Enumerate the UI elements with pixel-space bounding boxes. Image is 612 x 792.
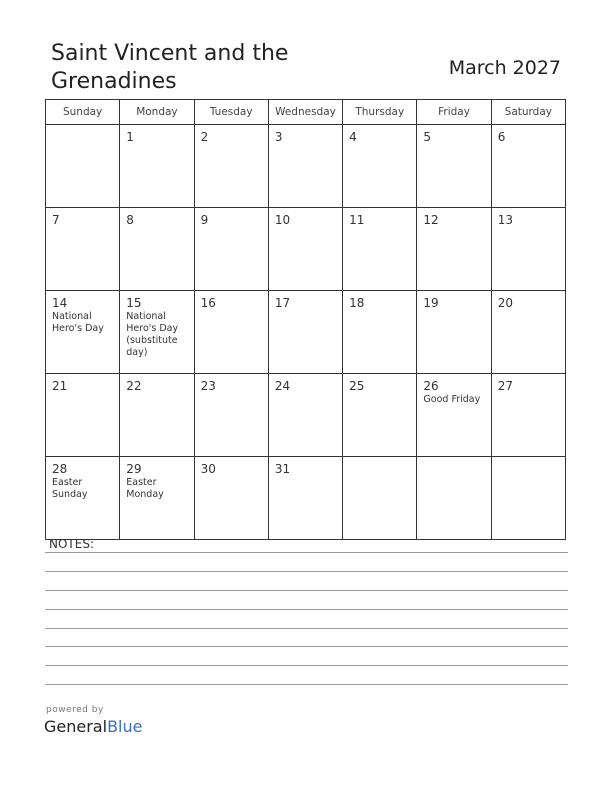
calendar-week-row (46, 125, 566, 208)
calendar-day-cell (417, 374, 491, 457)
calendar-day-cell (491, 125, 565, 208)
holiday-label: Easter Monday (126, 477, 164, 500)
calendar-day-cell (46, 457, 120, 540)
calendar-day-cell (268, 208, 342, 291)
note-line (45, 552, 568, 553)
brand-general: General (44, 717, 108, 736)
day-number: 31 (274, 462, 291, 476)
day-number: 28 (52, 462, 68, 476)
day-number: 7 (52, 213, 60, 227)
day-number: 20 (497, 296, 513, 310)
brand-blue: Blue (107, 717, 143, 736)
day-number: 8 (126, 213, 134, 227)
day-number: 9 (200, 213, 209, 227)
calendar-day-cell (46, 291, 120, 374)
holiday-label: National Hero's Day (substitute day) (126, 311, 179, 358)
day-number: 23 (200, 379, 216, 393)
calendar-day-cell (194, 125, 268, 208)
note-line (45, 665, 568, 666)
calendar-day-cell (491, 457, 565, 540)
note-line (45, 590, 568, 591)
calendar-day-cell (194, 457, 268, 540)
calendar-grid (45, 99, 566, 540)
note-line (45, 684, 568, 685)
calendar-day-cell (120, 457, 194, 540)
day-number: 19 (423, 296, 439, 310)
calendar-day-cell (491, 208, 565, 291)
weekday-wednesday: Wednesday (268, 100, 342, 125)
calendar-day-cell (491, 291, 565, 374)
note-line (45, 646, 568, 647)
calendar-day-cell (417, 208, 491, 291)
calendar-day-cell (46, 374, 120, 457)
calendar-day-cell (491, 374, 565, 457)
day-number: 27 (497, 379, 513, 393)
day-number: 30 (200, 462, 216, 476)
day-number: 3 (274, 130, 283, 144)
calendar-day-cell (46, 208, 120, 291)
calendar-day-cell (268, 374, 342, 457)
day-number: 12 (423, 213, 439, 227)
calendar-week-row (46, 291, 566, 374)
weekday-header-row (46, 100, 566, 125)
calendar-day-cell (343, 291, 417, 374)
day-number: 11 (349, 213, 365, 227)
day-number: 22 (126, 379, 142, 393)
weekday-monday: Monday (120, 100, 194, 125)
notes-label: NOTES: (49, 537, 94, 551)
day-number: 16 (200, 296, 216, 310)
calendar-week-row (46, 374, 566, 457)
calendar-day-cell (194, 374, 268, 457)
holiday-label: National Hero's Day (52, 311, 104, 334)
day-number: 5 (423, 130, 432, 144)
calendar-day-cell (268, 291, 342, 374)
weekday-saturday: Saturday (491, 100, 565, 125)
powered-by-text: powered by (46, 705, 104, 715)
calendar-day-cell (194, 208, 268, 291)
day-number: 2 (200, 130, 209, 144)
day-number: 18 (349, 296, 365, 310)
day-number: 21 (52, 379, 68, 393)
calendar-day-cell (120, 374, 194, 457)
day-number: 1 (126, 130, 134, 144)
day-number: 26 (423, 379, 439, 393)
day-number: 14 (52, 296, 68, 310)
calendar-day-cell (417, 125, 491, 208)
calendar-day-cell (46, 125, 120, 208)
calendar-day-cell (417, 457, 491, 540)
day-number: 29 (126, 462, 142, 476)
weekday-sunday: Sunday (46, 100, 120, 125)
holiday-label: Good Friday (423, 394, 481, 405)
calendar-day-cell (194, 291, 268, 374)
calendar-week-row (46, 457, 566, 540)
day-number: 25 (349, 379, 365, 393)
generalblue-logo (44, 717, 142, 736)
day-number: 13 (497, 213, 513, 227)
weekday-thursday: Thursday (343, 100, 417, 125)
calendar-day-cell (343, 457, 417, 540)
note-line (45, 571, 568, 572)
day-number: 24 (274, 379, 291, 393)
page-title: Saint Vincent and the Grenadines (51, 41, 289, 94)
calendar-day-cell (343, 125, 417, 208)
calendar-day-cell (120, 291, 194, 374)
day-number: 4 (349, 130, 357, 144)
day-number: 10 (274, 213, 291, 227)
calendar-day-cell (120, 125, 194, 208)
calendar-day-cell (417, 291, 491, 374)
calendar-day-cell (268, 125, 342, 208)
holiday-label: Easter Sunday (52, 477, 88, 500)
calendar-day-cell (343, 374, 417, 457)
day-number: 15 (126, 296, 142, 310)
calendar-day-cell (343, 208, 417, 291)
calendar-week-row (46, 208, 566, 291)
calendar-day-cell (120, 208, 194, 291)
day-number: 6 (497, 130, 506, 144)
weekday-friday: Friday (417, 100, 491, 125)
month-label: March 2027 (448, 57, 561, 79)
day-number: 17 (274, 296, 291, 310)
note-line (45, 628, 568, 629)
calendar-day-cell (268, 457, 342, 540)
weekday-tuesday: Tuesday (194, 100, 268, 125)
note-line (45, 609, 568, 610)
